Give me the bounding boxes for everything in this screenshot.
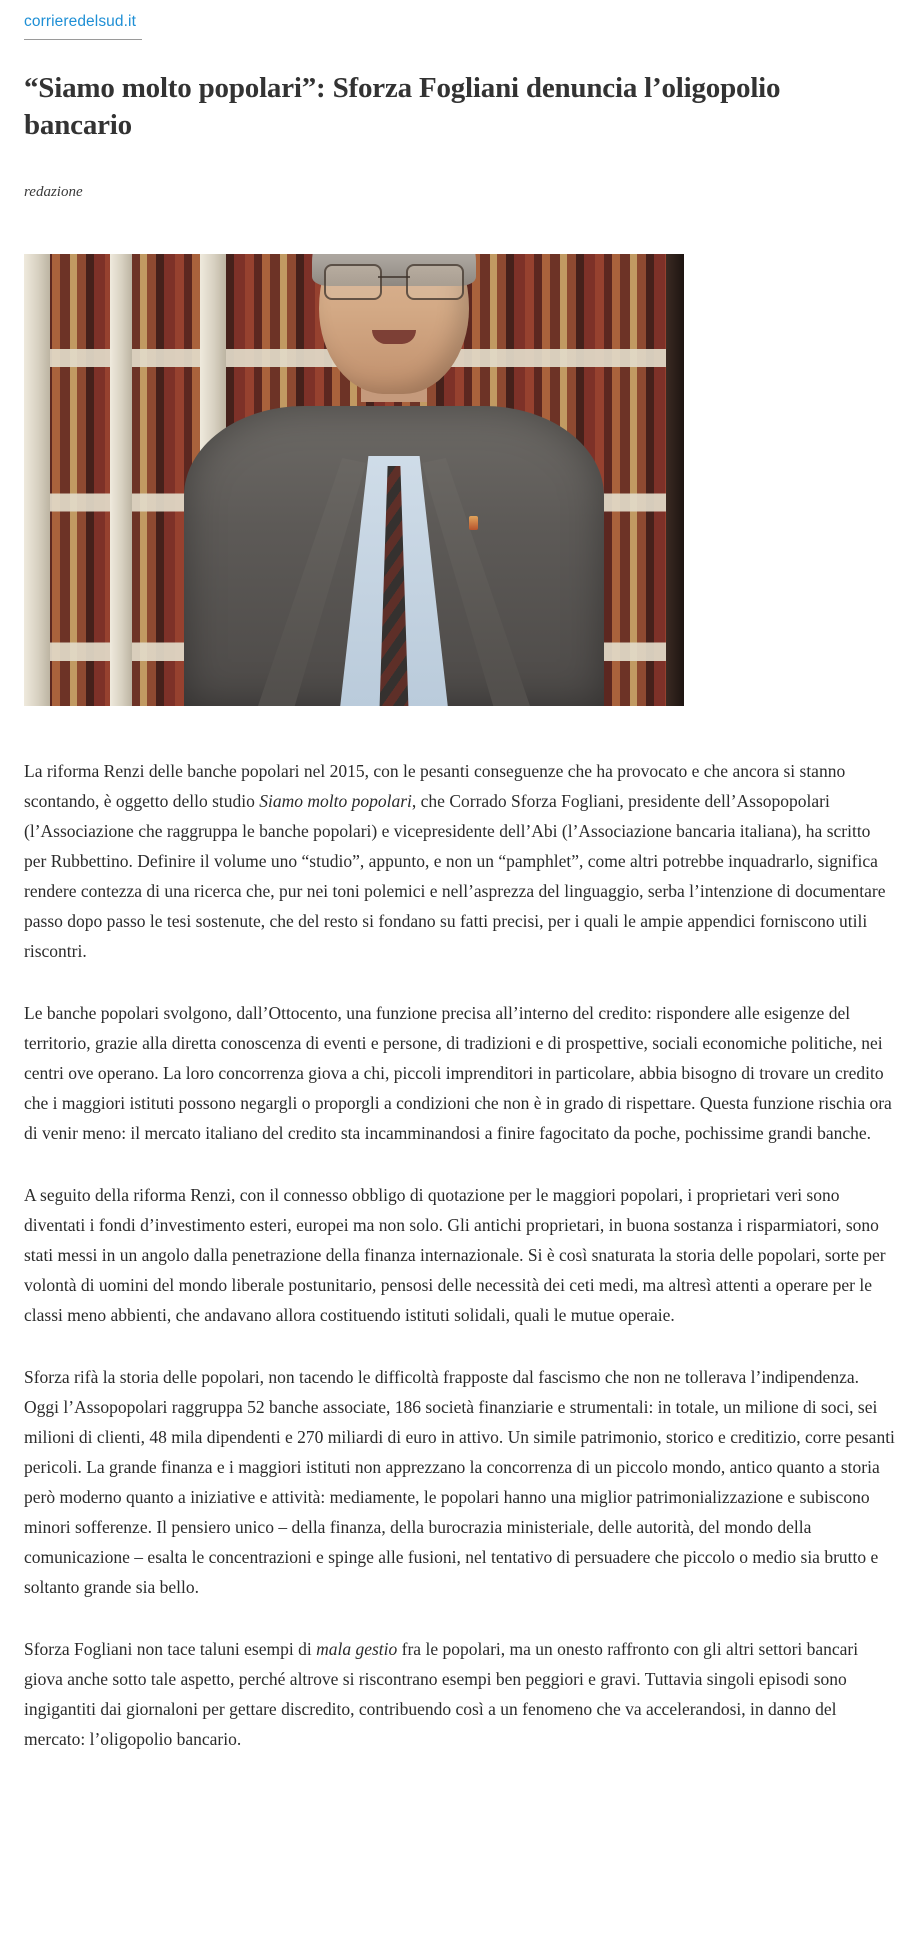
glasses-icon (324, 264, 464, 298)
source-underline-rule (24, 39, 142, 40)
article-paragraph: Sforza Fogliani non tace taluni esempi di mala gestio fra le popolari, ma un onesto raffronto con gli altri settori bancari giova anche sotto tale aspetto, perché altrove si riscontrano esempi ben peggiori e gravi. Tuttavia singoli episodi sono ingigantiti dai giornaloni per gettare discredito, contribuendo così a un fenomeno che va accelerandosi, in danno del mercato: l’oligopolio bancario. (24, 1639, 859, 1749)
photo-bookshelf-background (24, 254, 684, 706)
glasses-bridge (378, 276, 410, 278)
article-body (24, 756, 896, 1754)
article-paragraph: Sforza rifà la storia delle popolari, non tacendo le difficoltà frapposte dal fascismo che non ne tollerava l’indipendenza. Oggi l’Assopopolari raggruppa 52 banche associate, 186 società finanziarie e strumentali: in totale, un milione di soci, sei milioni di clienti, 48 mila dipendenti e 270 miliardi di euro in attivo. Un simile patrimonio, storico e creditizio, corre pesanti pericoli. La grande finanza e i maggiori istituti non apprezzano la concorrenza di un piccolo mondo, antico quanto a storia però moderno quanto a iniziative e attività: mediamente, le popolari hanno una miglior patrimonializzazione e subiscono minori sofferenze. Il pensiero unico – della finanza, della burocrazia ministeriale, delle autorità, del mondo della comunicazione – esalta le concentrazioni e spinge alle fusioni, nel tentativo di persuadere che piccolo o medio sia brutto e soltanto grande sia bello. (24, 1367, 895, 1597)
source-block (24, 0, 896, 40)
emphasis-text: Siamo molto popolari (259, 791, 412, 811)
photo-subject-person (184, 376, 604, 706)
cabinet-upright (24, 254, 50, 706)
emphasis-text: mala gestio (316, 1639, 398, 1659)
cabinet-upright (666, 254, 684, 706)
glasses-lens-left (324, 264, 382, 300)
article-lead-photo (24, 254, 684, 706)
cabinet-upright (110, 254, 132, 706)
article-paragraph: La riforma Renzi delle banche popolari nel 2015, con le pesanti conseguenze che ha provocato e che ancora si stanno scontando, è oggetto dello studio Siamo molto popolari, che Corrado Sforza Fogliani, presidente dell’Assopopolari (l’Associazione che raggruppa le banche popolari) e vicepresidente dell’Abi (l’Associazione bancaria italiana), ha scritto per Rubbettino. Definire il volume uno “studio”, appunto, e non un “pamphlet”, come altri potrebbe inquadrarlo, significa rendere contezza di una ricerca che, pur nei toni polemici e nell’asprezza del linguaggio, serba l’intenzione di documentare passo dopo passo le tesi sostenute, che del resto si fondano su fatti precisi, per i quali le ampie appendici forniscono utili riscontri. (24, 761, 886, 961)
article-paragraph: A seguito della riforma Renzi, con il connesso obbligo di quotazione per le maggiori popolari, i proprietari veri sono diventati i fondi d’investimento esteri, europei ma non solo. Gli antichi proprietari, in buona sostanza i risparmiatori, sono stati messi in un angolo dalla penetrazione della finanza internazionale. Si è così snaturata la storia delle popolari, sorte per volontà di uomini del mondo liberale postunitario, pensosi delle necessità dei ceti medi, ma altresì attenti a operare per le classi meno abbienti, che andavano allora costituendo istituti solidali, quali le mutue operaie. (24, 1185, 886, 1325)
byline-author: redazione (24, 184, 83, 200)
glasses-lens-right (406, 264, 464, 300)
subject-lapel-pin (469, 516, 478, 530)
article-paragraph: Le banche popolari svolgono, dall’Ottocento, una funzione precisa all’interno del credito: rispondere alle esigenze del territorio, grazie alla diretta conoscenza di eventi e persone, di tradizioni e di prospettive, sociali economiche politiche, nei centri ove operano. La loro concorrenza giova a chi, piccoli imprenditori in particolare, abbia bisogno di trovare un credito che i maggiori istituti possono negargli o proporgli a condizioni che non è in grado di rispettare. Questa funzione rischia ora di venir meno: il mercato italiano del credito sta incamminandosi a finire fagocitato da poche, pochissime grandi banche. (24, 1003, 892, 1143)
page-title: “Siamo molto popolari”: Sforza Fogliani denuncia l’oligopolio bancario (24, 72, 781, 141)
source-site-link[interactable]: corrieredelsud.it (24, 13, 136, 30)
